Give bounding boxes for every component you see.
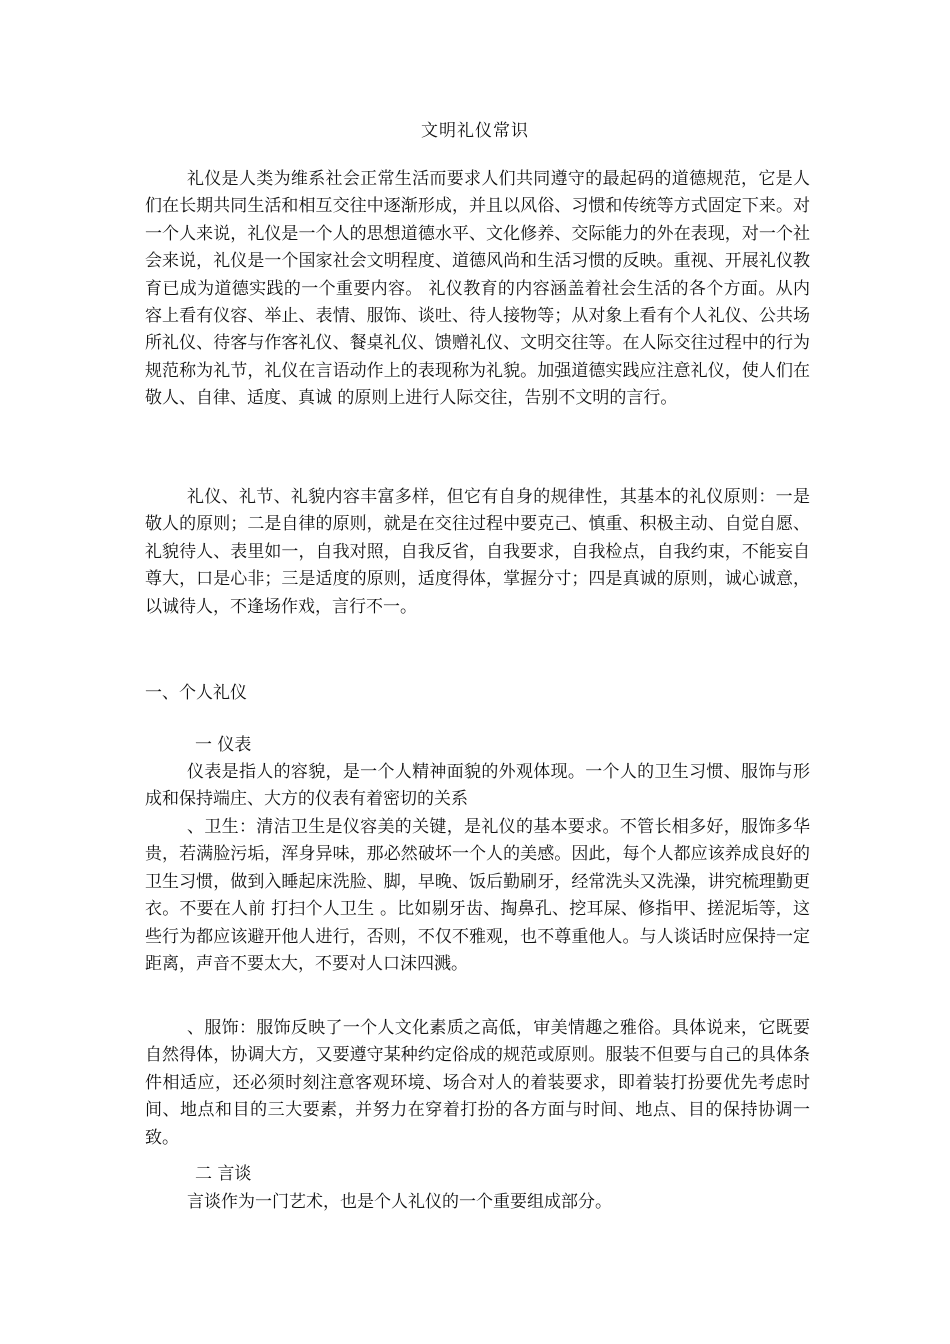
subsection-heading-appearance: 一 仪表 [195, 735, 252, 755]
appearance-paragraph: 仪表是指人的容貌，是一个人精神面貌的外观体现。一个人的卫生习惯、服饰与形成和保持端庄、大方的仪表有着密切的关系 [145, 762, 810, 810]
hygiene-paragraph: 、卫生：清洁卫生是仪容美的关键，是礼仪的基本要求。不管长相多好，服饰多华贵，若满脸污垢，浑身异味，那必然破坏一个人的美感。因此，每个人都应该养成良好的卫生习惯，做到入睡起床洗脸、脚，早晚、饭后勤刷牙，经常洗头又洗澡，讲究梳理勤更衣。不要在人前 打扫个人卫生 。比如剔牙齿、掏鼻孔、挖耳屎、修指甲、搓泥垢等，这些行为都应该避开他人进行，否则，不仅不雅观，也不尊重他人。与人谈话时应保持一定距离，声音不要太大，不要对人口沫四溅。 [145, 817, 810, 975]
section-heading-personal-etiquette: 一、个人礼仪 [145, 683, 247, 703]
subsection-heading-speech: 二 言谈 [195, 1164, 252, 1184]
document-title: 文明礼仪常识 [421, 121, 529, 141]
intro-paragraph-2: 礼仪、礼节、礼貌内容丰富多样，但它有自身的规律性，其基本的礼仪原则：一是敬人的原则；二是自律的原则，就是在交往过程中要克己、慎重、积极主动、自觉自愿、礼貌待人、表里如一，自我对照，自我反省，自我要求，自我检点，自我约束，不能妄自尊大，口是心非；三是适度的原则，适度得体，掌握分寸；四是真诚的原则，诚心诚意，以诚待人，不逢场作戏，言行不一。 [145, 487, 810, 617]
clothing-paragraph: 、服饰：服饰反映了一个人文化素质之高低，审美情趣之雅俗。具体说来，它既要自然得体，协调大方，又要遵守某种约定俗成的规范或原则。服装不但要与自己的具体条件相适应，还必须时刻注意客观环境、场合对人的着装要求，即着装打扮要优先考虑时间、地点和目的三大要素，并努力在穿着打扮的各方面与时间、地点、目的保持协调一致。 [145, 1018, 810, 1148]
intro-paragraph-1: 礼仪是人类为维系社会正常生活而要求人们共同遵守的最起码的道德规范，它是人们在长期共同生活和相互交往中逐渐形成，并且以风俗、习惯和传统等方式固定下来。对一个人来说，礼仪是一个人的思想道德水平、文化修养、交际能力的外在表现，对一个社会来说，礼仪是一个国家社会文明程度、道德风尚和生活习惯的反映。重视、开展礼仪教育已成为道德实践的一个重要内容。 礼仪教育的内容涵盖着社会生活的各个方面。从内容上看有仪容、举止、表情、服饰、谈吐、待人接物等；从对象上看有个人礼仪、公共场所礼仪、待客与作客礼仪、餐桌礼仪、馈赠礼仪、文明交往等。在人际交往过程中的行为规范称为礼节，礼仪在言语动作上的表现称为礼貌。加强道德实践应注意礼仪，使人们在 敬人、自律、适度、真诚 的原则上进行人际交往，告别不文明的言行。 [145, 169, 810, 409]
speech-paragraph: 言谈作为一门艺术，也是个人礼仪的一个重要组成部分。 [187, 1192, 612, 1212]
